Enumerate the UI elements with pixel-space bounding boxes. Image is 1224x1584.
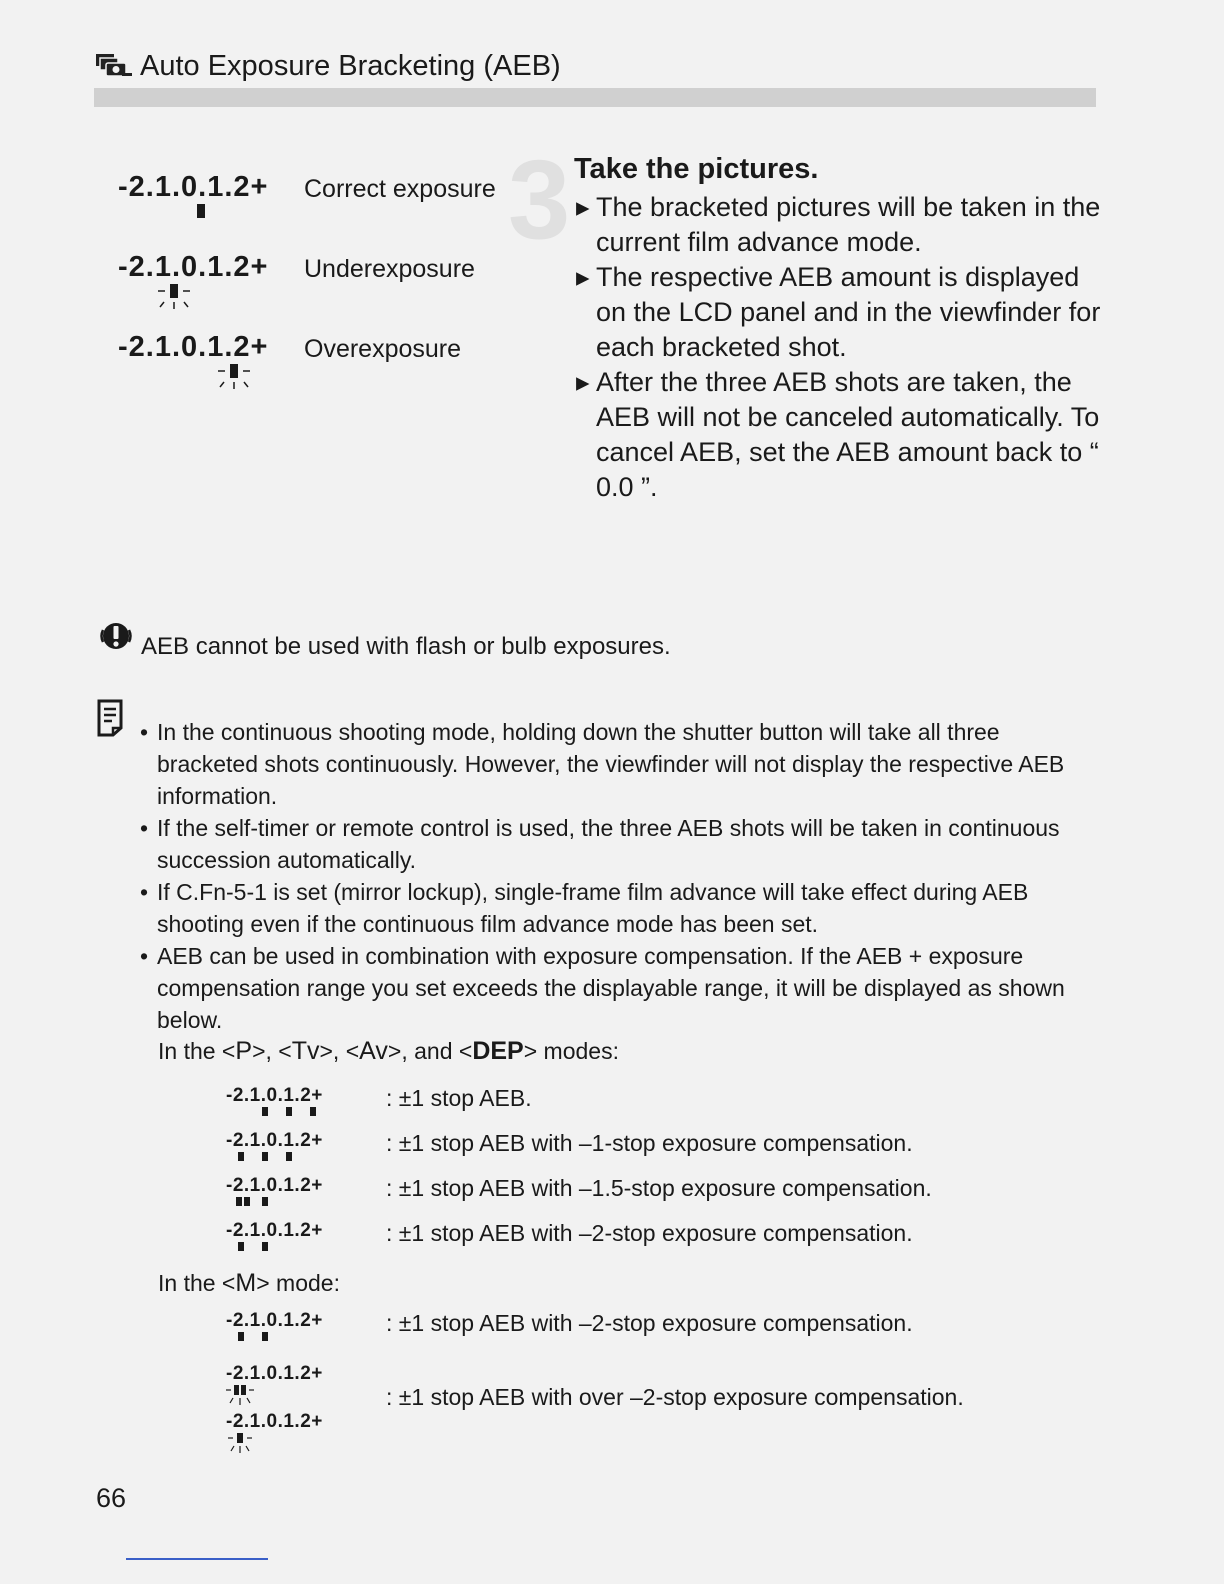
aeb-icon [96,54,132,78]
scale-description: : ±1 stop AEB with –1-stop exposure compensation. [386,1130,913,1156]
exposure-indicator-icon [118,202,238,232]
list-item: ▸ The respective AEB amount is displayed on the LCD panel and in the viewfinder for each bracketed shot. [576,262,1101,362]
exposure-scale: -2.1.0.1.2+ [226,1363,323,1384]
list-item: • If C.Fn-5-1 is set (mirror lockup), single-frame film advance will take effect during AEB shooting even if the continuous film advance mode has been set. [140,876,1100,940]
scale-description: : ±1 stop AEB with over –2-stop exposure compensation. [386,1384,964,1410]
list-item: • If the self-timer or remote control is used, the three AEB shots will be taken in continuous succession automatically. [140,812,1100,876]
exposure-scale: -2.1.0.1.2+ [226,1085,323,1106]
exposure-scale: -2.1.0.1.2+ [226,1411,323,1432]
bullet-icon: ▸ [576,262,590,292]
footer-line [126,1558,268,1560]
memo-icon [96,698,128,738]
bullet-icon: • [140,815,149,841]
exposure-scale: -2.1.0.1.2+ [226,1310,323,1331]
mode-p: P [235,1037,253,1065]
exposure-indicator-icon [226,1197,346,1211]
exposure-indicator-icon [226,1107,346,1121]
exposure-scale: -2.1.0.1.2+ [118,251,269,283]
step-instructions [576,190,1106,505]
step-title: Take the pictures. [574,153,819,185]
page-number: 66 [96,1483,127,1513]
blinking-indicator-icon [118,282,238,322]
caution-icon [100,620,132,652]
scale-row-aeb-comp-1 [226,1129,1106,1169]
scale-row-aeb-comp-1-5 [226,1174,1106,1214]
scale-description: : ±1 stop AEB with –2-stop exposure compensation. [386,1310,913,1336]
modes-line-p-tv-av-dep: In the <P>, <Tv>, <Av>, and <DEP> modes: [158,1037,619,1065]
scale-label: Overexposure [304,335,462,363]
scale-row-m-comp-2 [226,1309,1106,1349]
exposure-scale: -2.1.0.1.2+ [226,1130,323,1151]
scale-row-aeb-comp-2 [226,1219,1106,1259]
exposure-scale: -2.1.0.1.2+ [226,1175,323,1196]
bullet-icon: • [140,943,149,969]
scale-underexposure [118,248,518,318]
scale-row-aeb-1stop [226,1084,1106,1124]
page-title: Auto Exposure Bracketing (AEB) [140,50,561,82]
list-item: ▸ After the three AEB shots are taken, the AEB will not be canceled automatically. To cancel AEB, set the AEB amount back to “ 0.0 ”. [576,367,1100,502]
mode-m: M [235,1269,257,1297]
exposure-indicator-icon [226,1332,346,1346]
mode-dep: DEP [472,1037,524,1065]
modes-line-m: In the <M> mode: [158,1269,340,1297]
exposure-indicator-icon [226,1152,346,1166]
list-item: • AEB can be used in combination with exposure compensation. If the AEB + exposure compensation range you set exceeds the displayable range, it will be displayed as shown below. [140,940,1100,1036]
bullet-icon: ▸ [576,367,590,397]
exposure-scale: -2.1.0.1.2+ [118,331,269,363]
mode-tv: Tv [291,1037,320,1065]
scale-label: Correct exposure [304,175,496,203]
exposure-indicator-icon [226,1242,346,1256]
list-item: ▸ The bracketed pictures will be taken in the current film advance mode. [576,192,1101,257]
memo-notes [140,716,1100,1036]
scale-correct-exposure [118,168,518,238]
scale-row-m-over-b [226,1410,1106,1450]
list-item: • In the continuous shooting mode, holding down the shutter button will take all three bracketed shots continuously. However, the viewfinder will not display the respective AEB information. [140,716,1100,812]
header-rule [94,88,1096,107]
blinking-indicator-icon [118,362,278,402]
scale-description: : ±1 stop AEB with –1.5-stop exposure compensation. [386,1175,932,1201]
bullet-icon: • [140,719,149,745]
step-number: 3 [508,137,571,262]
scale-description: : ±1 stop AEB with –2-stop exposure compensation. [386,1220,913,1246]
blinking-indicator-icon [226,1433,346,1455]
caution-text: AEB cannot be used with flash or bulb exposures. [141,633,671,660]
exposure-scale: -2.1.0.1.2+ [118,171,269,203]
scale-label: Underexposure [304,255,475,283]
exposure-scale: -2.1.0.1.2+ [226,1220,323,1241]
mode-av: Av [359,1037,388,1065]
bullet-icon: ▸ [576,192,590,222]
scale-overexposure [118,328,518,398]
scale-description: : ±1 stop AEB. [386,1085,532,1111]
bullet-icon: • [140,879,149,905]
